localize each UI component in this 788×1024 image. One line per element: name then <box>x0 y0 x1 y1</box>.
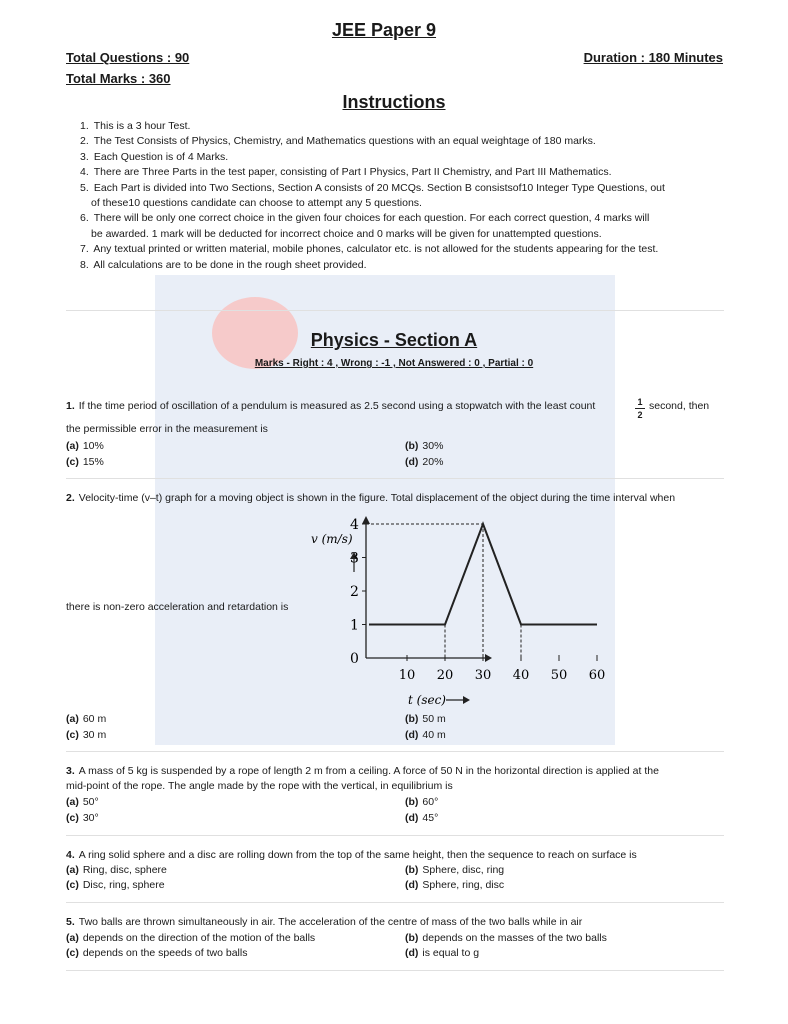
option-d[interactable]: (d) 20% <box>405 456 444 468</box>
x-axis-arrow <box>485 654 492 662</box>
option-a[interactable]: (a) Ring, disc, sphere <box>66 864 167 876</box>
option-d[interactable]: (d) 45° <box>405 812 439 824</box>
section-title: Physics - Section A <box>310 330 478 350</box>
x-tick-label: 20 <box>436 668 454 683</box>
divider <box>66 902 724 903</box>
x-tick-label: 60 <box>588 668 606 683</box>
question-2-line2: there is non-zero acceleration and retardation is <box>66 601 289 613</box>
divider <box>66 970 724 971</box>
option-c[interactable]: (c) 15% <box>66 456 104 468</box>
option-c[interactable]: (c) 30° <box>66 812 99 824</box>
right-arrow-head <box>463 696 470 704</box>
question-4: 4. A ring solid sphere and a disc are rolling down from the top of the same height, then the sequence to reach on surface is <box>66 849 637 861</box>
question-1-line2: the permissible error in the measurement is <box>66 423 268 435</box>
instruction-item: 1. This is a 3 hour Test. <box>80 120 191 132</box>
instruction-item: 5. Each Part is divided into Two Sections, Section A consists of 20 MCQs. Section B consistsof10 Integer Type Questions, out of these10 questions candidate can choose to attempt any 5 questions. <box>80 181 665 210</box>
option-b[interactable]: (b) 60° <box>405 796 439 808</box>
option-a[interactable]: (a) depends on the direction of the motion of the balls <box>66 932 316 944</box>
question-1: 1. If the time period of oscillation of a pendulum is measured as 2.5 second using a stopwatch with the least count <box>66 400 596 412</box>
duration: Duration : 180 Minutes <box>583 50 723 65</box>
instruction-item: 3. Each Question is of 4 Marks. <box>80 150 229 163</box>
option-c[interactable]: (c) Disc, ring, sphere <box>66 879 165 891</box>
option-a[interactable]: (a) 50° <box>66 796 99 808</box>
option-a[interactable]: (a) 10% <box>66 440 104 452</box>
total-marks: Total Marks : 360 <box>66 71 171 86</box>
instruction-item: 8. All calculations are to be done in the rough sheet provided. <box>80 258 367 271</box>
option-b[interactable]: (b) 30% <box>405 440 444 452</box>
x-ticks <box>399 655 606 683</box>
instructions-heading: Instructions <box>342 92 446 112</box>
instruction-item: 2. The Test Consists of Physics, Chemistry, and Mathematics questions with an equal weightage of 180 marks. <box>80 135 596 148</box>
marking-scheme: Marks - Right : 4 , Wrong : -1 , Not Answered : 0 , Partial : 0 <box>254 358 534 369</box>
question-3-line2: mid-point of the rope. The angle made by the rope with the vertical, in equilibrium is <box>66 780 453 792</box>
question-1-continuation: second, then <box>649 400 710 412</box>
divider <box>66 835 724 836</box>
question-2: 2. Velocity-time (v–t) graph for a moving object is shown in the figure. Total displacement of the object during the time interval when <box>66 492 676 504</box>
y-tick-label: 0 <box>350 651 359 667</box>
x-axis-label: t (sec) <box>408 693 446 707</box>
option-d[interactable]: (d) Sphere, ring, disc <box>405 879 505 891</box>
option-a[interactable]: (a) 60 m <box>66 713 107 725</box>
option-c[interactable]: (c) 30 m <box>66 729 107 741</box>
x-tick-label: 50 <box>550 668 568 683</box>
option-d[interactable]: (d) is equal to g <box>405 947 480 959</box>
fraction: 1 2 <box>635 397 645 420</box>
option-c[interactable]: (c) depends on the speeds of two balls <box>66 947 248 959</box>
x-tick-label: 30 <box>474 668 492 683</box>
instruction-item: 6. There will be only one correct choice in the given four choices for each question. For each correct question, 4 marks will be awarded. 1 mark will be deducted for incorrect choice and 0 marks will be given for unattempted questions. <box>80 212 650 240</box>
y-tick-label: 2 <box>350 584 359 600</box>
velocity-time-graph <box>300 512 606 712</box>
option-b[interactable]: (b) 50 m <box>405 713 446 725</box>
option-b[interactable]: (b) depends on the masses of the two balls <box>405 932 607 944</box>
instruction-item: 7. Any textual printed or written material, mobile phones, calculator etc. is not allowed for the students appearing for the test. <box>80 243 659 256</box>
question-3: 3. A mass of 5 kg is suspended by a rope of length 2 m from a ceiling. A force of 50 N in the horizontal direction is applied at the <box>66 765 659 777</box>
total-questions: Total Questions : 90 <box>66 50 190 65</box>
y-tick-label: 4 <box>350 517 359 533</box>
document-title: JEE Paper 9 <box>331 20 437 40</box>
y-tick-label: 1 <box>350 617 359 634</box>
y-tick-label: 3 <box>350 550 359 567</box>
x-tick-label: 10 <box>398 668 416 683</box>
instructions-list <box>80 119 710 273</box>
option-b[interactable]: (b) Sphere, disc, ring <box>405 864 505 876</box>
question-5: 5. Two balls are thrown simultaneously in air. The acceleration of the centre of mass of the two balls while in air <box>66 916 583 928</box>
y-axis-label: v (m/s) <box>311 532 353 546</box>
divider <box>66 310 724 311</box>
divider <box>66 751 724 752</box>
divider <box>66 478 724 479</box>
y-axis-arrow <box>362 516 370 524</box>
option-d[interactable]: (d) 40 m <box>405 729 446 741</box>
instruction-item: 4. There are Three Parts in the test paper, consisting of Part I Physics, Part II Chemistry, and Part III Mathematics. <box>80 166 612 179</box>
x-tick-label: 40 <box>512 668 530 683</box>
